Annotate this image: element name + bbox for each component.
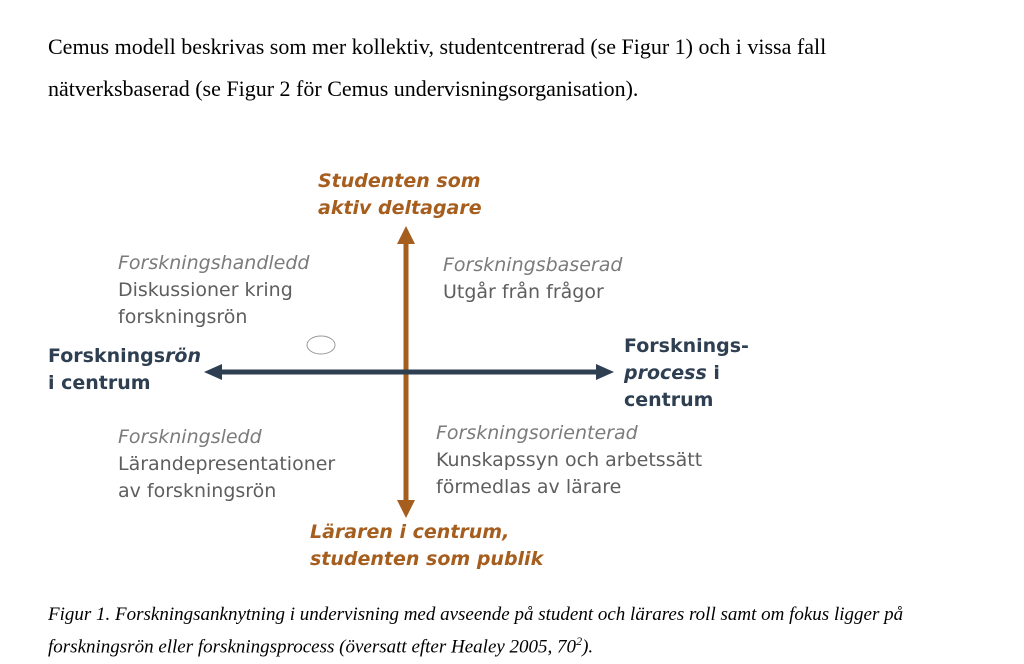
caption-superscript: 2	[576, 634, 583, 648]
right-axis-line-1: Forsknings-	[624, 335, 749, 357]
top-axis-line-2: aktiv deltagare	[318, 197, 482, 219]
quadrant-top-left	[118, 250, 309, 331]
quadrant-text: Lärandepresentationer	[118, 453, 336, 475]
horizontal-axis-arrow-right	[596, 364, 614, 380]
horizontal-axis-arrow-left	[204, 364, 222, 380]
quadrant-text: Kunskapssyn och arbetssätt	[436, 449, 703, 471]
left-axis-label	[48, 343, 201, 397]
left-axis-line-1	[48, 343, 201, 370]
small-ellipse	[307, 336, 335, 354]
quadrant-text: förmedlas av lärare	[436, 476, 622, 498]
bottom-axis-line-1: Läraren i centrum,	[310, 521, 510, 543]
quadrant-top-right	[443, 252, 622, 306]
quadrant-text: av forskningsrön	[118, 480, 277, 502]
caption-end: ).	[582, 636, 594, 658]
right-axis-label	[624, 333, 749, 414]
quadrant-bottom-right	[436, 420, 702, 501]
right-axis-line-2	[624, 360, 749, 387]
left-axis-line-2: i centrum	[48, 372, 151, 394]
quadrant-title: Forskningsorienterad	[436, 422, 638, 444]
caption-text: Figur 1. Forskningsanknytning i undervisning med avseende på student och lärares roll samt om fokus ligger på forskningsrön eller forskningsprocess (översatt efter Healey 2005, 70	[48, 604, 904, 658]
quadrant-title: Forskningshandledd	[118, 252, 310, 274]
quadrant-text: forskningsrön	[118, 306, 248, 328]
right-axis-line-3: centrum	[624, 389, 714, 411]
right-axis-italic: process	[624, 362, 707, 384]
quadrant-bottom-left	[118, 424, 335, 505]
vertical-axis-arrow-down	[397, 500, 415, 518]
bottom-axis-label	[310, 519, 543, 573]
quadrant-title: Forskningsbaserad	[443, 254, 623, 276]
bottom-axis-line-2: studenten som publik	[310, 548, 544, 570]
top-axis-line-1: Studenten som	[318, 170, 481, 192]
vertical-axis-arrow-up	[397, 226, 415, 244]
paragraph-line-2: nätverksbaserad (se Figur 2 för Cemus undervisningsorganisation).	[48, 76, 639, 101]
left-axis-text: Forsknings	[48, 345, 166, 367]
quadrant-text: Diskussioner kring	[118, 279, 293, 301]
paragraph-line-1: Cemus modell beskrivas som mer kollektiv, studentcentrerad (se Figur 1) och i vissa fall	[48, 34, 827, 59]
figure-caption	[48, 602, 1008, 660]
right-axis-text: i	[706, 362, 720, 384]
quadrant-title: Forskningsledd	[118, 426, 262, 448]
quadrant-text: Utgår från frågor	[443, 281, 604, 303]
left-axis-italic: rön	[165, 345, 202, 367]
top-axis-label	[318, 168, 482, 222]
